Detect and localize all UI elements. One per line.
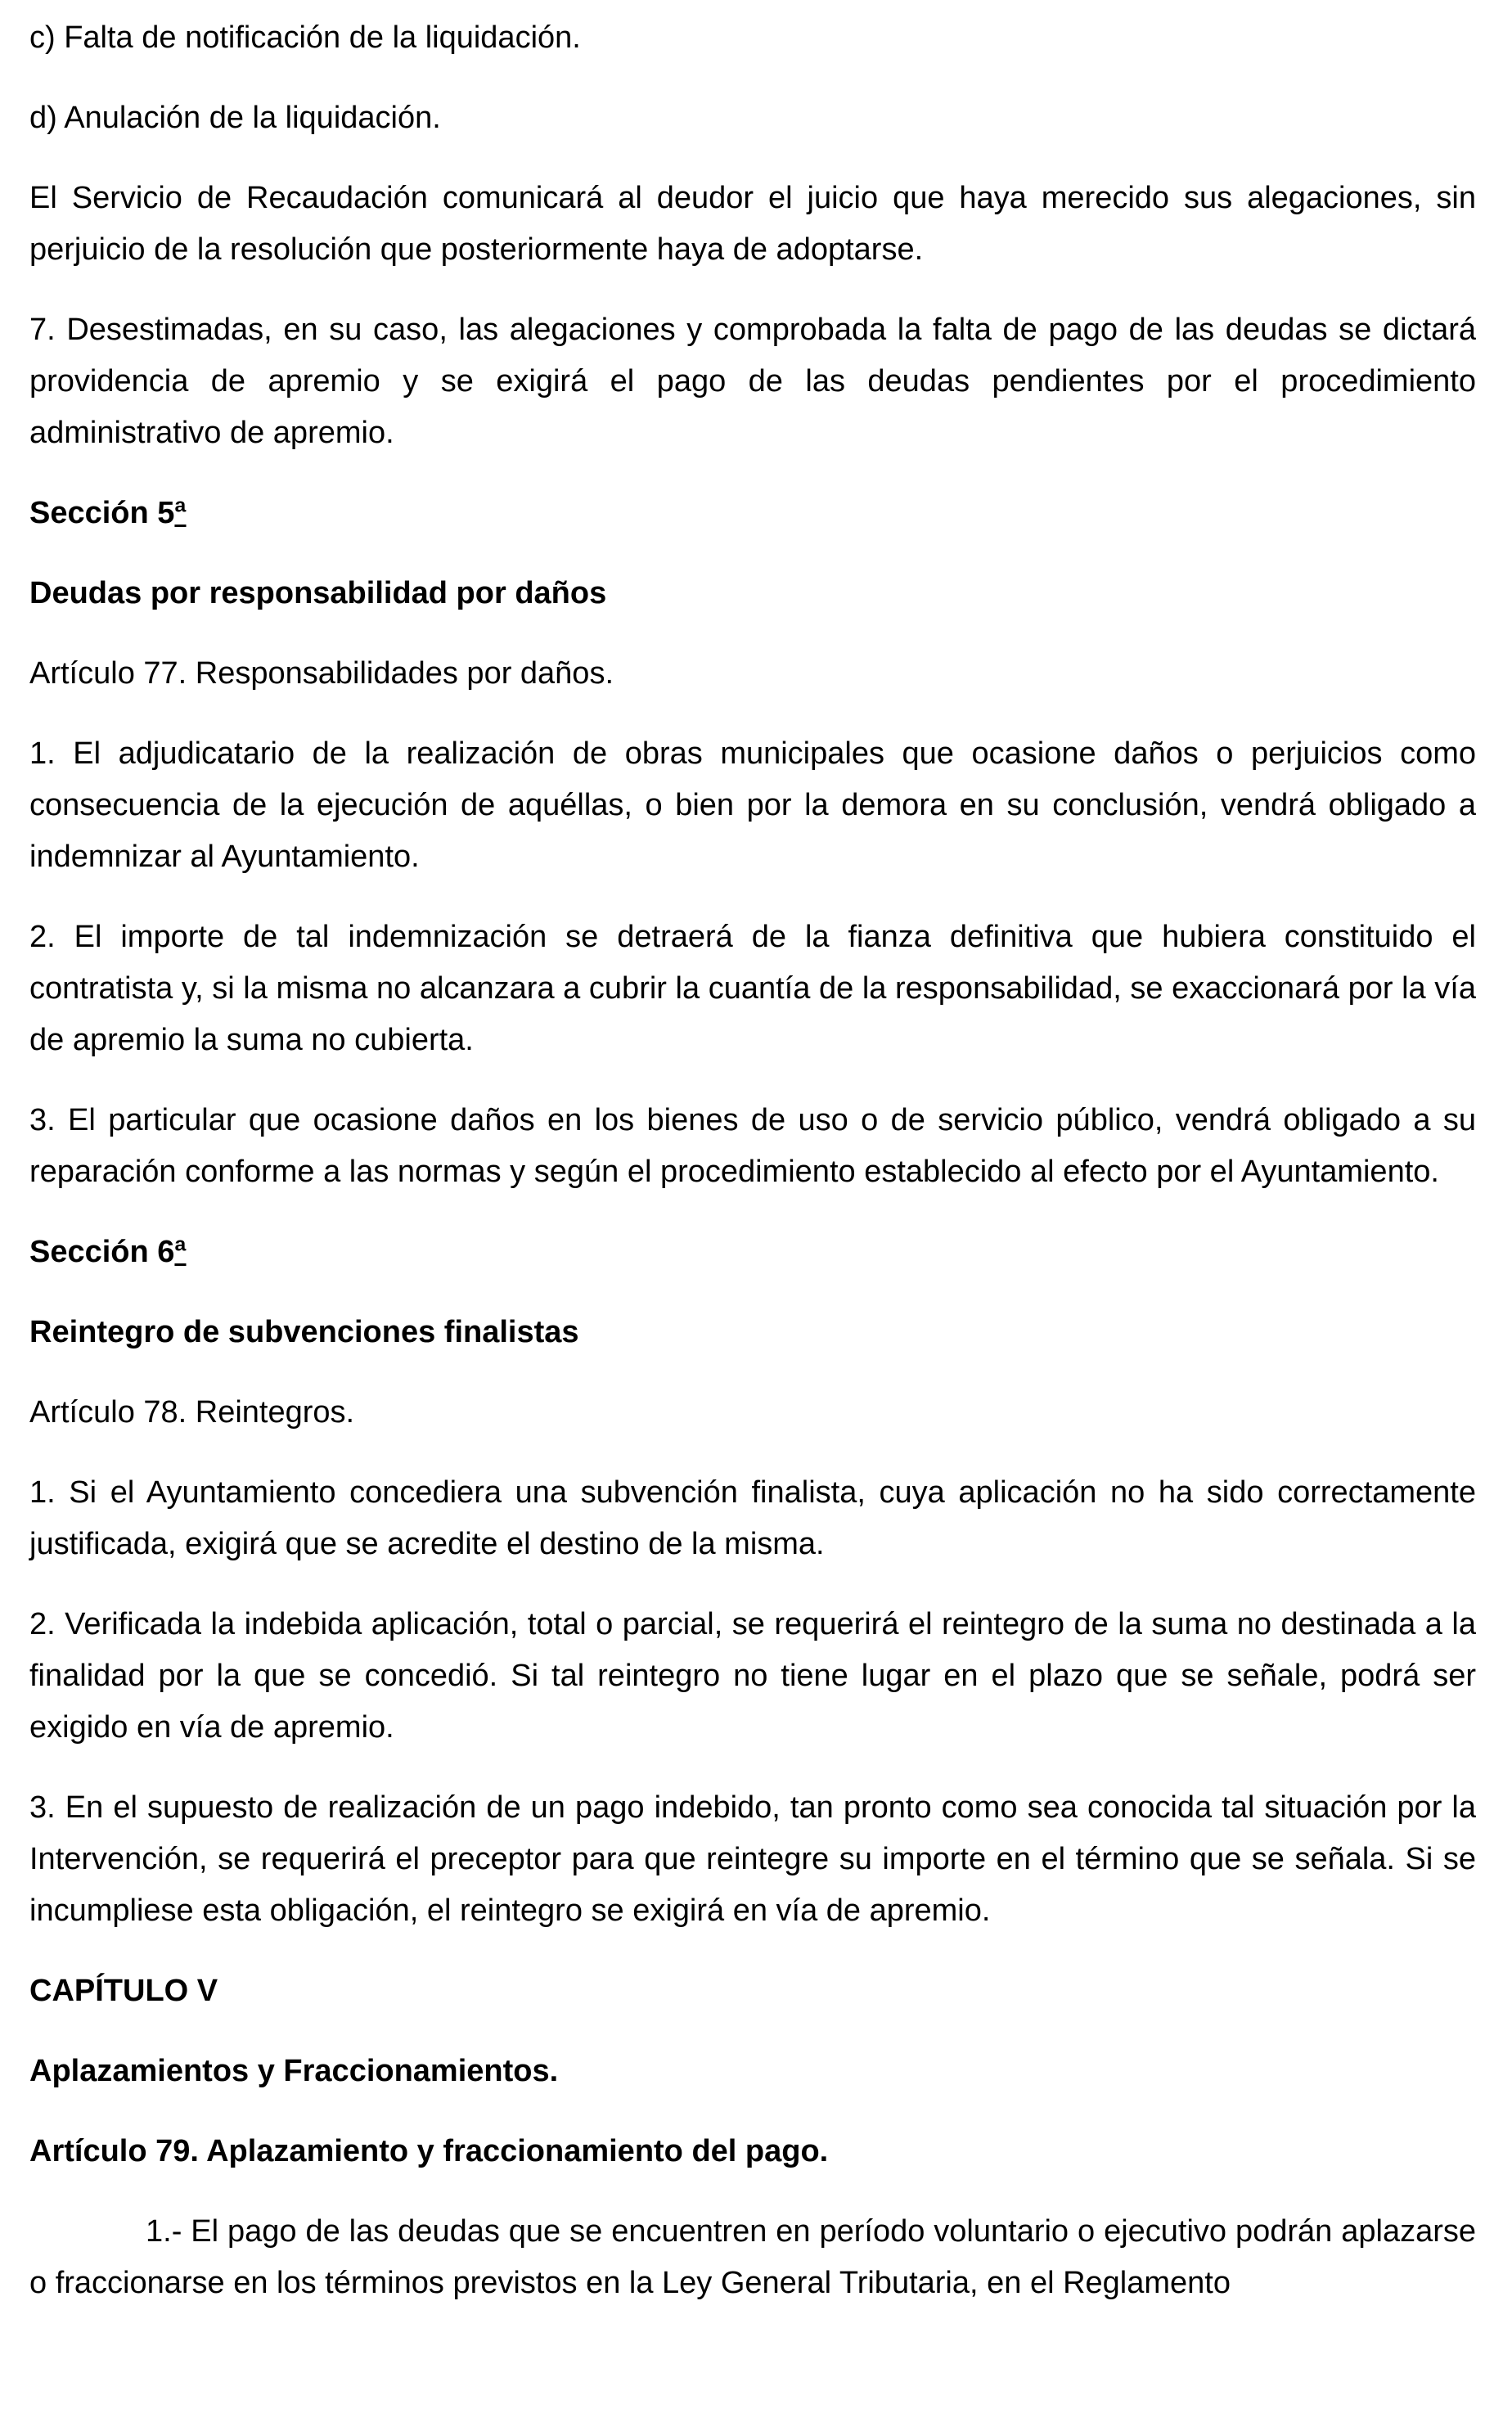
paragraph-78-1: 1. Si el Ayuntamiento concediera una subvención finalista, cuya aplicación no ha sido correctamente justificada, exigirá que se acredite el destino de la misma.	[29, 1475, 1476, 1561]
chapter-v-heading: CAPÍTULO V	[29, 1974, 218, 2008]
paragraph-7-desestimadas: 7. Desestimadas, en su caso, las alegaciones y comprobada la falta de pago de las deudas se dictará providencia de apremio y se exigirá el pago de las deudas pendientes por el procedimiento administrativo de apremio.	[29, 313, 1476, 450]
paragraph-77-1: 1. El adjudicatario de la realización de obras municipales que ocasione daños o perjuicios como consecuencia de la ejecución de aquéllas, o bien por la demora en su conclusión, vendrá obligado a indemnizar al Ayuntamiento.	[29, 736, 1476, 874]
section-5-ordinal: ª	[174, 496, 187, 530]
article-77-heading: Artículo 77. Responsabilidades por daños.	[29, 656, 614, 691]
paragraph-77-2: 2. El importe de tal indemnización se detraerá de la fianza definitiva que hubiera constituido el contratista y, si la misma no alcanzara a cubrir la cuantía de la responsabilidad, se exaccionará por la vía de apremio la suma no cubierta.	[29, 920, 1476, 1057]
section-6-ordinal: ª	[174, 1235, 187, 1269]
list-item-d: d) Anulación de la liquidación.	[29, 101, 441, 135]
article-79-heading: Artículo 79. Aplazamiento y fraccionamiento del pago.	[29, 2134, 829, 2168]
paragraph-77-3: 3. El particular que ocasione daños en los bienes de uso o de servicio público, vendrá obligado a su reparación conforme a las normas y según el procedimiento establecido al efecto por el Ayuntamiento.	[29, 1103, 1476, 1189]
paragraph-78-3: 3. En el supuesto de realización de un pago indebido, tan pronto como sea conocida tal situación por la Intervención, se requerirá el preceptor para que reintegre su importe en el término que se señala. Si se incumpliese esta obligación, el reintegro se exigirá en vía de apremio.	[29, 1790, 1476, 1928]
section-5-label: Sección 5	[29, 496, 175, 530]
chapter-v-subtitle: Aplazamientos y Fraccionamientos.	[29, 2054, 559, 2088]
paragraph-78-2: 2. Verificada la indebida aplicación, total o parcial, se requerirá el reintegro de la suma no destinada a la finalidad por la que se concedió. Si tal reintegro no tiene lugar en el plazo que se señale, podrá ser exigido en vía de apremio.	[29, 1607, 1476, 1745]
article-78-heading: Artículo 78. Reintegros.	[29, 1395, 355, 1430]
section-5-heading	[29, 488, 1476, 539]
section-6-heading	[29, 1227, 1476, 1278]
section-6-label: Sección 6	[29, 1235, 175, 1269]
section-5-subtitle: Deudas por responsabilidad por daños	[29, 576, 607, 610]
paragraph-servicio-recaudacion: El Servicio de Recaudación comunicará al deudor el juicio que haya merecido sus alegaciones, sin perjuicio de la resolución que posteriormente haya de adoptarse.	[29, 181, 1476, 267]
list-item-c: c) Falta de notificación de la liquidación.	[29, 20, 581, 55]
paragraph-79-1: 1.- El pago de las deudas que se encuentren en período voluntario o ejecutivo podrán aplazarse o fraccionarse en los términos previstos en la Ley General Tributaria, en el Reglamento	[29, 2214, 1476, 2300]
section-6-subtitle: Reintegro de subvenciones finalistas	[29, 1315, 579, 1349]
